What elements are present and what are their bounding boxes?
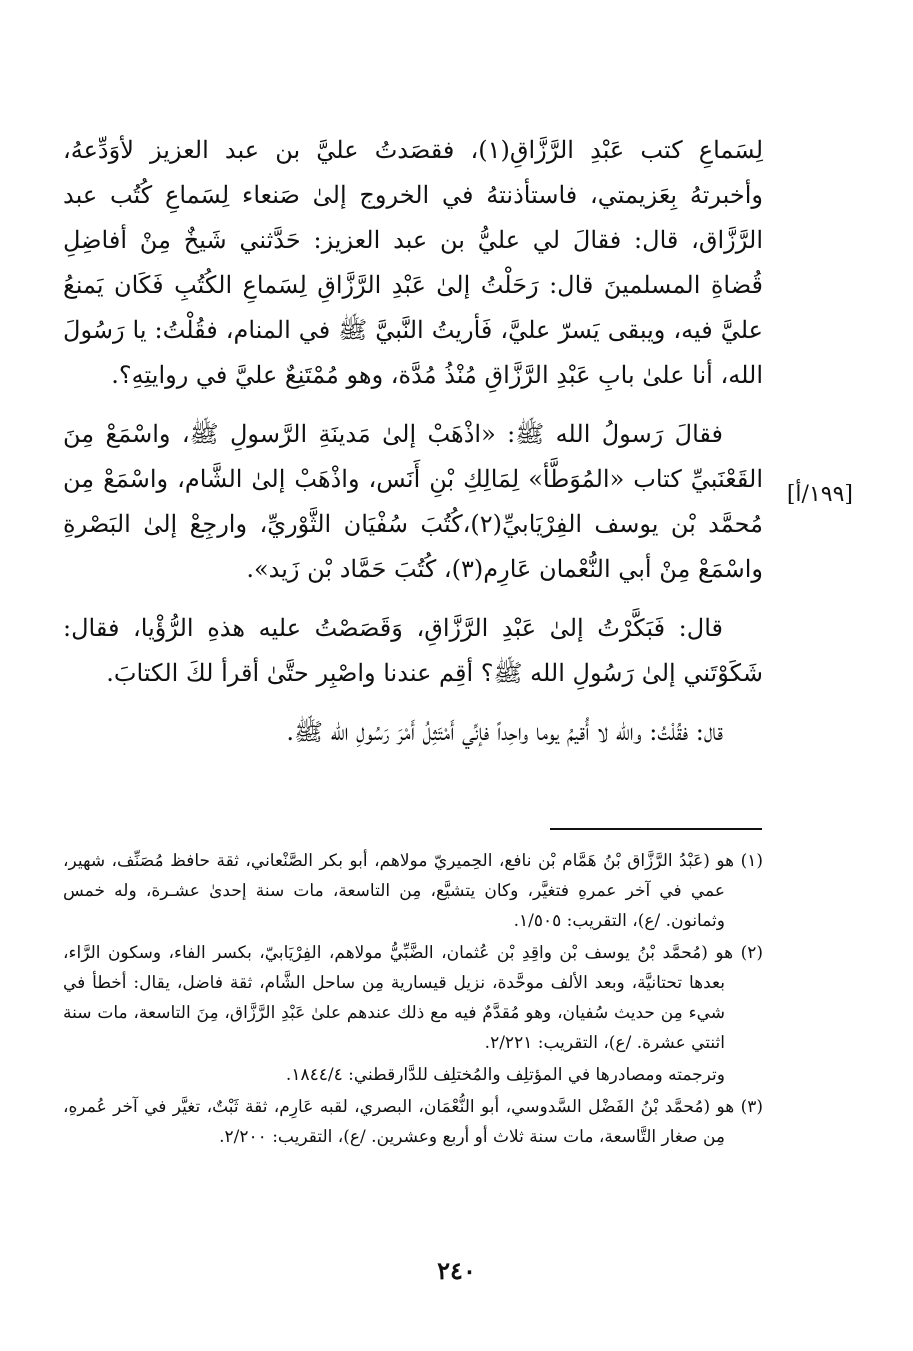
paragraph-3: قال: فَبَكَّرْتُ إلىٰ عَبْدِ الرَّزَّاقِ، وَقَصَصْتُ عليه هذهِ الرُّؤْيا، فقال: شَكَوْتَني إلىٰ رَسُولِ الله ﷺ؟ أقِم عندنا واصْبِر حتَّىٰ أقرأ لكَ الكتابَ. xyxy=(63,614,763,687)
paragraph-1: لِسَماعِ كتب عَبْدِ الرَّزَّاقِ(١)، فقصَدتُ عليَّ بن عبد العزيز لأوَدِّعهُ، وأخبرتهُ بِعَزيمتي، فاستأذنتهُ في الخروج إلىٰ صَنعاء لِسَماعِ كُتُب عبد الرَّزَّاق، قال: فقالَ لي عليُّ بن عبد العزيز: حَدَّثني شَيخٌ مِنْ أفاضِلِ قُضاةِ المسلمينَ قال: رَحَلْتُ إلىٰ عَبْدِ الرَّزَّاقِ لِسَماعِ الكُتُبِ فَكَان يَمنعُ عليَّ فيه، ويبقى يَسرّ عليَّ، فَأريتُ النَّبيَّ ﷺ في المنام، فقُلْتُ: يا رَسُولَ الله، أنا علىٰ بابِ عَبْدِ الرَّزَّاقِ مُنْذُ مُدَّة، وهو مُمْتَنِعٌ عليَّ في روايتِهِ؟. xyxy=(63,136,764,389)
manuscript-folio-marker: [١٩٩/أ] xyxy=(786,482,853,507)
footnote-separator xyxy=(550,828,762,830)
footnote-2: (٢) هو (مُحمَّد بْنُ يوسف بْن واقِدِ بْن عُثمان، الضَّبِّيُّ مولاهم، الفِرْيَابيّ، بكسر الفاء، وسكون الرَّاء، بعدها تحتانيَّة، وبعد الألف موحَّدة، نزيل قيسارية مِن ساحل الشَّام، ثقة فاضل، يقال: أخطأ في شيء مِن حديث سُفيان، وهو مُقدَّمٌ فيه مع ذلك عندهم علىٰ عَبْدِ الرَّزَّاق، مِنَ التاسعة، مات سنة اثنتي عشرة. /ع)، التقريب: ٢/٢٢١. xyxy=(63,943,763,1053)
paragraph-4: قال: فقُلْتُ: والله لا أُقيمُ يوما واحِداً فإنِّي أَمْتَثِلُ أَمْرَ رَسُولِ الله ﷺ. xyxy=(286,718,723,746)
paragraph-2: فقالَ رَسولُ الله ﷺ: «اذْهَبْ إلىٰ مَدينَةِ الرَّسولِ ﷺ، واسْمَعْ مِنَ القَعْنَبيِّ كتاب «المُوَطَّأ» لِمَالِكِ بْنِ أَنَس، واذْهَبْ إلىٰ الشَّام، واسْمَعْ مِن مُحمَّد بْن يوسف الفِرْيَابيِّ(٢)،كُتُبَ سُفْيَان الثَّوْريِّ، وارجِعْ إلىٰ البَصْرةِ واسْمَعْ مِنْ أبي النُّعْمان عَارِم(٣)، كُتُبَ حَمَّاد بْن زَيد». xyxy=(63,420,764,583)
footnote-1: (١) هو (عَبْدُ الرَّزَّاق بْنُ هَمَّام بْن نافع، الحِميريّ مولاهم، أبو بكر الصَّنْعاني، ثقة حافظ مُصَنِّف، شهير، عمي في آخر عمرهِ فتغيَّر، وكان يتشيَّع، مِن التاسعة، مات سنة إحدىٰ عشـرة، وله خمس وثمانون. /ع)، التقريب: ١/٥٠٥. xyxy=(63,851,763,931)
footnote-2-continuation: وترجمته ومصادرها في المؤتلِف والمُختلِف للدَّارقطني: ١٨٤٤/٤. xyxy=(285,1065,725,1085)
footnotes xyxy=(63,846,763,1154)
footnote-3: (٣) هو (مُحمَّد بْنُ الفَضْل السَّدوسي، أبو النُّعْمَان، البصري، لقبه عَارِم، ثقة ثَبْتٌ، تغيَّر في آخر عُمرهِ، مِن صغار التَّاسعة، مات سنة ثلاث أو أربع وعشرين. /ع)، التقريب: ٢/٢٠٠. xyxy=(63,1097,763,1147)
page-number: ٢٤٠ xyxy=(437,1256,476,1285)
main-text xyxy=(63,128,763,769)
